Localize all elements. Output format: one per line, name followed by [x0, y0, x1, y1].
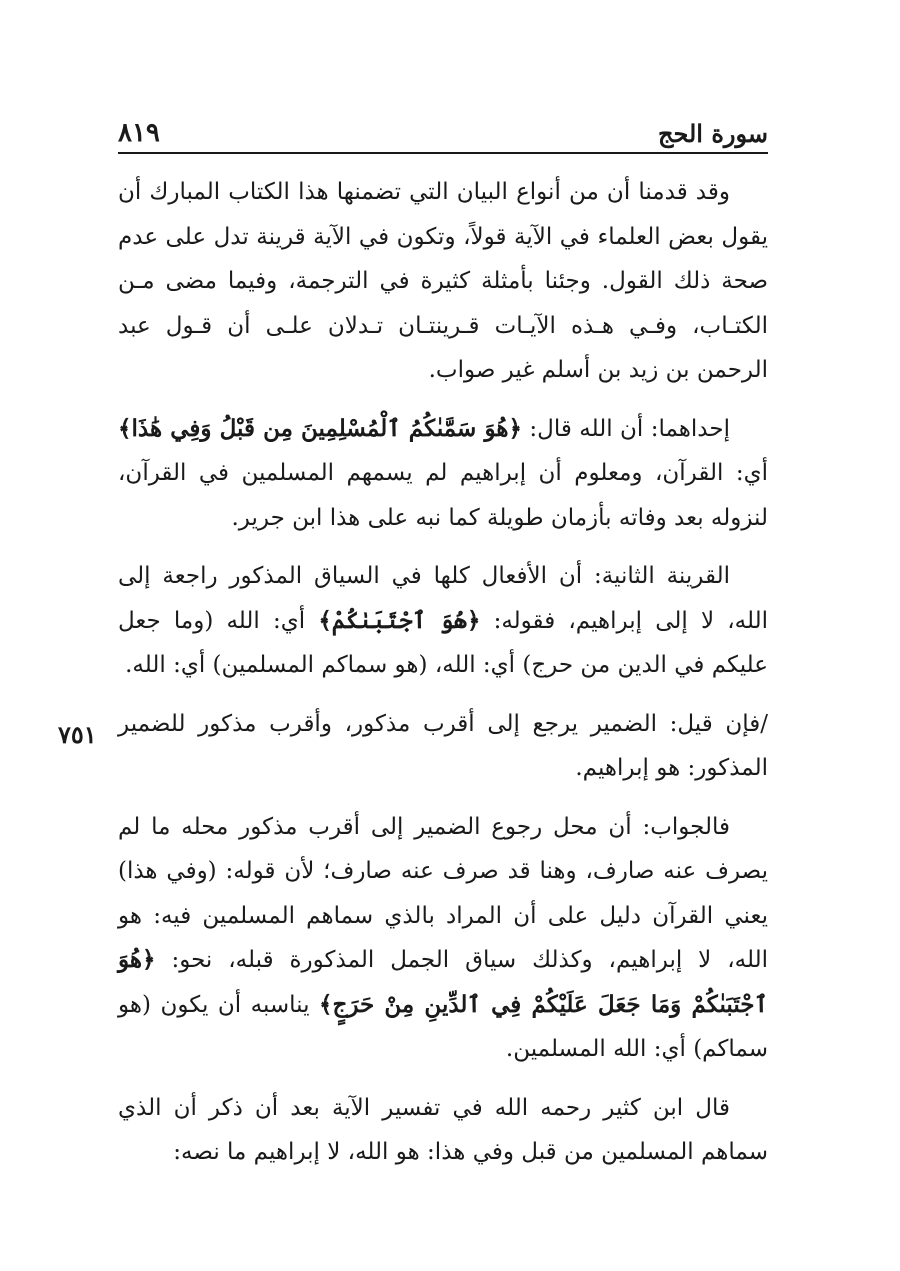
text-segment: فالجواب: أن محل رجوع الضمير إلى أقرب مذكور محله ما لم يصرف عنه صارف، وهنا قد صرف عنه صارف؛ لأن قوله: (وفي هذا) يعني القرآن دليل على أن المراد بالذي سماهم المسلمين فيه: هو الله، لا إبراهيم، وكذلك سياق الجمل المذكورة قبله، نحو: [118, 813, 768, 973]
paragraph-objection: /فإن قيل: الضمير يرجع إلى أقرب مذكور، وأقرب مذكور للضمير المذكور: هو إبراهيم. [118, 710, 768, 781]
text-segment: أي: القرآن، ومعلوم أن إبراهيم لم يسمهم المسلمين في القرآن، لنزوله بعد وفاته بأزمان طويلة كما نبه على هذا ابن جرير. [118, 460, 768, 531]
paragraph-second-indicator [118, 554, 768, 688]
paragraph-first-indicator [118, 407, 768, 541]
page-header [118, 112, 768, 154]
text-segment: القرينة الثانية: أن الأفعال كلها في السياق المذكور راجعة إلى الله، لا إلى إبراهيم، فقوله: [118, 563, 768, 634]
text-segment: إحداهما: أن الله قال: [521, 415, 730, 442]
surah-title: سورة الحج [658, 119, 768, 148]
margin-reference-number: ٧٥١ [58, 720, 97, 749]
text-segment: يناسبه أن يكون (هو سماكم) أي: الله المسلمين. [118, 991, 768, 1062]
page-number: ٨١٩ [118, 118, 160, 148]
paragraph-intro: وقد قدمنا أن من أنواع البيان التي تضمنها هذا الكتاب المبارك أن يقول بعض العلماء في الآية قولاً، وتكون في الآية قرينة تدل على عدم صحة ذلك القول. وجئنا بأمثلة كثيرة في الترجمة، وفيما مضى مـن الكتـاب، وفـي هـذه الآيـات قـرينتـان تـدلان علـى أن قـول عبد الرحمن بن زيد بن أسلم غير صواب. [118, 179, 768, 383]
text-segment: أي: الله (وما جعل عليكم في الدين من حرج) أي: الله، (هو سماكم المسلمين) أي: الله. [118, 607, 768, 678]
quran-verse: ﴿هُوَ ٱجْتَبَىٰكُمْ وَمَا جَعَلَ عَلَيْكُمْ فِي ٱلدِّينِ مِنْ حَرَجٍ﴾ [118, 946, 768, 1018]
quran-verse: ﴿هُوَ ٱجْتَبَىٰكُمْ﴾ [318, 606, 481, 634]
paragraph-ibn-kathir: قال ابن كثير رحمه الله في تفسير الآية بعد أن ذكر أن الذي سماهم المسلمين من قبل وفي هذا: هو الله، لا إبراهيم ما نصه: [118, 1094, 768, 1165]
quran-verse: ﴿هُوَ سَمَّىٰكُمُ ٱلْمُسْلِمِينَ مِن قَبْلُ وَفِي هَٰذَا﴾ [118, 414, 522, 442]
body-text [118, 170, 768, 1189]
paragraph-answer [118, 805, 768, 1072]
